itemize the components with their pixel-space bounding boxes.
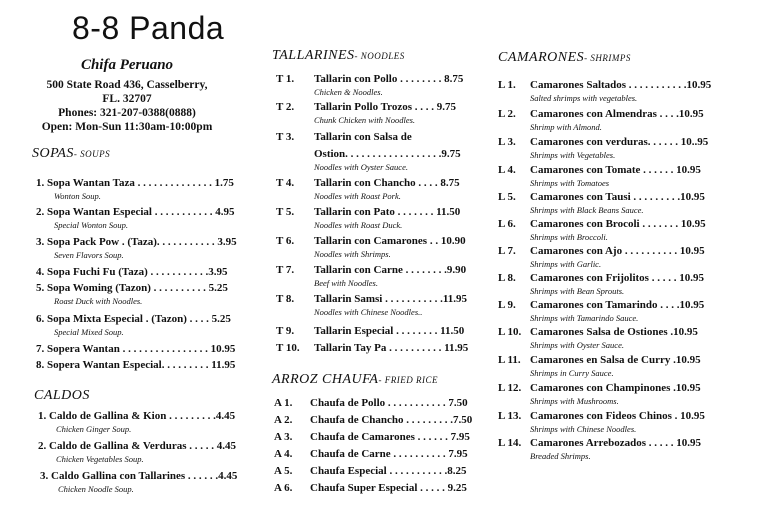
menu-item-line: Camarones con Tausi . . . . . . . . .10.95 xyxy=(530,191,705,203)
menu-item xyxy=(498,410,705,434)
menu-item-code: T 8. xyxy=(276,293,295,305)
menu-item-code: T 3. xyxy=(276,131,295,143)
menu-item xyxy=(498,326,698,350)
menu-item-line: 8. Sopera Wantan Especial. . . . . . . . . 11.95 xyxy=(36,359,236,371)
menu-item-desc: Chunk Chicken with Noodles. xyxy=(314,115,416,125)
menu-item-desc: Chicken Ginger Soup. xyxy=(56,424,132,434)
menu-item-line: Camarones Salsa de Ostiones .10.95 xyxy=(530,326,698,338)
address-line-2: FL. 32707 xyxy=(102,93,152,105)
menu-item-line: 1. Caldo de Gallina & Kion . . . . . . . . .4.45 xyxy=(38,410,236,422)
shrimps-section-title xyxy=(498,50,631,66)
menu-item xyxy=(498,354,701,378)
menu-item-desc: Chicken Vegetables Soup. xyxy=(56,454,144,464)
menu-item xyxy=(36,359,235,371)
menu-item xyxy=(498,164,701,188)
menu-item-line: Tallarin con Pollo . . . . . . . . 8.75 xyxy=(314,73,464,85)
menu-item xyxy=(498,79,711,103)
menu-item-line: 4. Sopa Fuchi Fu (Taza) . . . . . . . . . . .3.95 xyxy=(36,266,228,278)
menu-item xyxy=(38,440,236,464)
menu-item-line: Chaufa de Camarones . . . . . . 7.95 xyxy=(310,431,470,443)
menu-item-desc: Noodles with Roast Pork. xyxy=(314,191,401,201)
menu-item-code: L 14. xyxy=(498,437,522,449)
menu-item-desc: Roast Duck with Noodles. xyxy=(54,296,143,306)
menu-item xyxy=(276,342,468,354)
menu-item-line: Chaufa Especial . . . . . . . . . . .8.25 xyxy=(310,465,467,477)
menu-item-line: Camarones con Champinones .10.95 xyxy=(530,382,701,394)
menu-item-line: Tallarin con Camarones . . 10.90 xyxy=(314,235,466,247)
menu-item xyxy=(498,382,701,406)
menu-item-desc: Shrimps with Vegetables. xyxy=(530,150,616,160)
menu-item-code: T 10. xyxy=(276,342,300,354)
menu-item xyxy=(274,414,472,426)
menu-item-desc: Shrimps with Oyster Sauce. xyxy=(530,340,624,350)
menu-item-desc: Special Wonton Soup. xyxy=(54,220,129,230)
menu-item xyxy=(498,191,705,215)
menu-item-line: Camarones con Brocoli . . . . . . . 10.95 xyxy=(530,218,706,230)
menu-item xyxy=(276,101,456,125)
menu-item-line: Chaufa Super Especial . . . . . 9.25 xyxy=(310,482,467,494)
menu-item-line: Tallarin con Salsa de xyxy=(314,131,412,143)
menu-item-line: 3. Caldo Gallina con Tallarines . . . . . .4.45 xyxy=(40,470,238,482)
menu-item-line: 2. Caldo de Gallina & Verduras . . . . . 4.45 xyxy=(38,440,237,452)
opening-hours: Open: Mon-Sun 11:30am-10:00pm xyxy=(41,121,213,133)
menu-item xyxy=(274,482,467,494)
menu-item-line: Camarones Arrebozados . . . . . 10.95 xyxy=(530,437,702,449)
menu-item-line: Tallarin Samsi . . . . . . . . . . .11.95 xyxy=(314,293,468,305)
menu-item xyxy=(274,397,468,409)
menu-item-line: Chaufa de Carne . . . . . . . . . . 7.95 xyxy=(310,448,468,460)
menu-item-code: L 7. xyxy=(498,245,516,257)
menu-item xyxy=(498,136,708,160)
menu-item-desc: Beef with Noodles. xyxy=(314,278,378,288)
menu-item-code: L 11. xyxy=(498,354,521,366)
menu-item-desc: Shrimps with Mushrooms. xyxy=(530,396,619,406)
menu-item-code: A 4. xyxy=(274,448,293,460)
menu-item-desc: Noodles with Chinese Noodles.. xyxy=(314,307,423,317)
menu-item-desc: Wonton Soup. xyxy=(54,191,101,201)
caldos-section-title: CALDOS xyxy=(34,388,90,403)
menu-item-code: T 7. xyxy=(276,264,295,276)
menu-item-desc: Noodles with Shrimps. xyxy=(314,249,391,259)
menu-item-desc: Chicken Noodle Soup. xyxy=(58,484,134,494)
menu-item xyxy=(498,299,704,323)
menu-item-desc: Shrimps with Bean Sprouts. xyxy=(530,286,625,296)
menu-item xyxy=(274,465,466,477)
menu-item-line: Tallarin Pollo Trozos . . . . 9.75 xyxy=(314,101,456,113)
menu-item-line: 5. Sopa Woming (Tazon) . . . . . . . . . . 5.25 xyxy=(36,282,228,294)
menu-item-line: Camarones con Almendras . . . .10.95 xyxy=(530,108,704,120)
menu-item-line: Tallarin Tay Pa . . . . . . . . . . 11.95 xyxy=(314,342,469,354)
menu-item-code: L 12. xyxy=(498,382,522,394)
menu-item xyxy=(36,236,237,260)
address-line-1: 500 State Road 436, Casselberry, xyxy=(46,79,208,91)
menu-item xyxy=(276,325,464,337)
menu-item-code: L 13. xyxy=(498,410,522,422)
menu-item-line: 7. Sopera Wantan . . . . . . . . . . . . . . . . 10.95 xyxy=(36,343,236,355)
noodles-subtitle: - NOODLES xyxy=(354,51,405,61)
menu-item xyxy=(36,282,228,306)
rice-section-title xyxy=(272,372,438,388)
menu-item-desc: Shrimps with Black Beans Sauce. xyxy=(530,205,644,215)
menu-item-code: A 2. xyxy=(274,414,293,426)
menu-item-desc: Chicken & Noodles. xyxy=(314,87,383,97)
menu-item-line: 3. Sopa Pack Pow . (Taza). . . . . . . . . . . 3.95 xyxy=(36,236,237,248)
menu-item-desc: Shrimp with Almond. xyxy=(530,122,602,132)
menu-item-code: T 4. xyxy=(276,177,295,189)
menu-item xyxy=(40,470,237,494)
menu-item-code: L 1. xyxy=(498,79,516,91)
menu-item-line: Camarones con Tamarindo . . . .10.95 xyxy=(530,299,705,311)
menu-item-desc: Special Mixed Soup. xyxy=(54,327,124,337)
menu-item-code: T 1. xyxy=(276,73,295,85)
shrimps-title: CAMARONES xyxy=(498,50,585,65)
menu-item-line: Camarones con Fideos Chinos . 10.95 xyxy=(530,410,705,422)
menu-item-line: Camarones Saltados . . . . . . . . . . .10.95 xyxy=(530,79,712,91)
menu-item xyxy=(498,108,704,132)
menu-item-line: Camarones con verduras. . . . . . 10..95 xyxy=(530,136,709,148)
phone-numbers: Phones: 321-207-0388(0888) xyxy=(58,107,196,119)
menu-item-line: 6. Sopa Mixta Especial . (Tazon) . . . . 5.25 xyxy=(36,313,231,325)
menu-item xyxy=(276,264,466,288)
menu-item-code: L 10. xyxy=(498,326,522,338)
menu-item-desc: Salted shrimps with vegetables. xyxy=(530,93,638,103)
menu-item xyxy=(36,206,234,230)
menu-item-desc: Shrimps with Tamarindo Sauce. xyxy=(530,313,639,323)
menu-item-code: L 4. xyxy=(498,164,516,176)
menu-item-code: A 3. xyxy=(274,431,293,443)
menu-item-desc: Shrimps with Chinese Noodles. xyxy=(530,424,637,434)
menu-item xyxy=(276,235,466,259)
menu-item-code: L 5. xyxy=(498,191,516,203)
noodles-section-title xyxy=(272,48,405,64)
soups-title: SOPAS xyxy=(32,146,74,161)
menu-item-code: T 2. xyxy=(276,101,295,113)
menu-item-line: Camarones con Frijolitos . . . . . 10.95 xyxy=(530,272,704,284)
menu-item-desc: Shrimps in Curry Sauce. xyxy=(530,368,614,378)
menu-item-desc: Shrimps with Broccoli. xyxy=(530,232,608,242)
menu-item-code: L 3. xyxy=(498,136,516,148)
menu-item-code: T 9. xyxy=(276,325,295,337)
menu-item-desc: Breaded Shrimps. xyxy=(530,451,591,461)
menu-item-desc: Shrimps with Tomatoes xyxy=(530,178,610,188)
menu-item xyxy=(36,313,231,337)
menu-item-desc: Noodles with Oyster Sauce. xyxy=(314,162,408,172)
menu-item xyxy=(36,266,228,278)
menu-item xyxy=(276,73,463,97)
menu-item-line: Chaufa de Pollo . . . . . . . . . . . 7.50 xyxy=(310,397,468,409)
menu-item xyxy=(498,218,706,242)
menu-item xyxy=(276,177,460,201)
menu-item xyxy=(498,245,705,269)
menu-item xyxy=(38,410,235,434)
menu-item-code: A 1. xyxy=(274,397,293,409)
menu-item-code: A 6. xyxy=(274,482,293,494)
noodles-title: TALLARINES xyxy=(272,48,355,63)
menu-item-code: L 2. xyxy=(498,108,516,120)
restaurant-name: 8-8 Panda xyxy=(72,10,225,46)
menu-item-line: Camarones con Ajo . . . . . . . . . . 10.95 xyxy=(530,245,705,257)
menu-item-line: Chaufa de Chancho . . . . . . . . .7.50 xyxy=(310,414,473,426)
menu-item-line: Camarones en Salsa de Curry .10.95 xyxy=(530,354,701,366)
menu-item xyxy=(274,431,470,443)
menu-item xyxy=(276,131,461,172)
menu-item-code: L 6. xyxy=(498,218,516,230)
menu-item-line: Tallarin con Carne . . . . . . . .9.90 xyxy=(314,264,467,276)
menu-item-line: Tallarin Especial . . . . . . . . 11.50 xyxy=(314,325,465,337)
menu-item-code: L 8. xyxy=(498,272,516,284)
soups-subtitle: - SOUPS xyxy=(73,149,111,159)
shrimps-subtitle: - SHRIMPS xyxy=(584,53,631,63)
menu-item xyxy=(36,177,234,201)
menu-item xyxy=(274,448,468,460)
menu-item-line: Tallarin con Pato . . . . . . . 11.50 xyxy=(314,206,461,218)
menu-item-line: Tallarin con Chancho . . . . 8.75 xyxy=(314,177,460,189)
menu-item xyxy=(276,206,460,230)
tagline: Chifa Peruano xyxy=(80,57,174,73)
menu-item-code: T 5. xyxy=(276,206,295,218)
menu-item-code: L 9. xyxy=(498,299,516,311)
menu-item-code: T 6. xyxy=(276,235,295,247)
menu-item xyxy=(276,293,467,317)
menu-item-desc: Noodles with Roast Duck. xyxy=(314,220,403,230)
soups-section-title xyxy=(32,146,110,162)
menu-item-desc: Seven Flavors Soup. xyxy=(54,250,124,260)
menu-item-line: Camarones con Tomate . . . . . . 10.95 xyxy=(530,164,701,176)
menu-item-line-2: Ostion. . . . . . . . . . . . . . . . . .9.75 xyxy=(314,148,461,160)
menu-item-line: 2. Sopa Wantan Especial . . . . . . . . . . . 4.95 xyxy=(36,206,235,218)
menu-item xyxy=(498,272,704,296)
rice-title: ARROZ CHAUFA xyxy=(272,372,379,387)
menu-item-line: 1. Sopa Wantan Taza . . . . . . . . . . . . . . 1.75 xyxy=(36,177,234,189)
menu-item xyxy=(498,437,701,461)
menu-item-code: A 5. xyxy=(274,465,293,477)
rice-subtitle: - FRIED RICE xyxy=(378,375,438,385)
menu-item xyxy=(36,343,235,355)
menu-item-desc: Shrimps with Garlic. xyxy=(530,259,602,269)
